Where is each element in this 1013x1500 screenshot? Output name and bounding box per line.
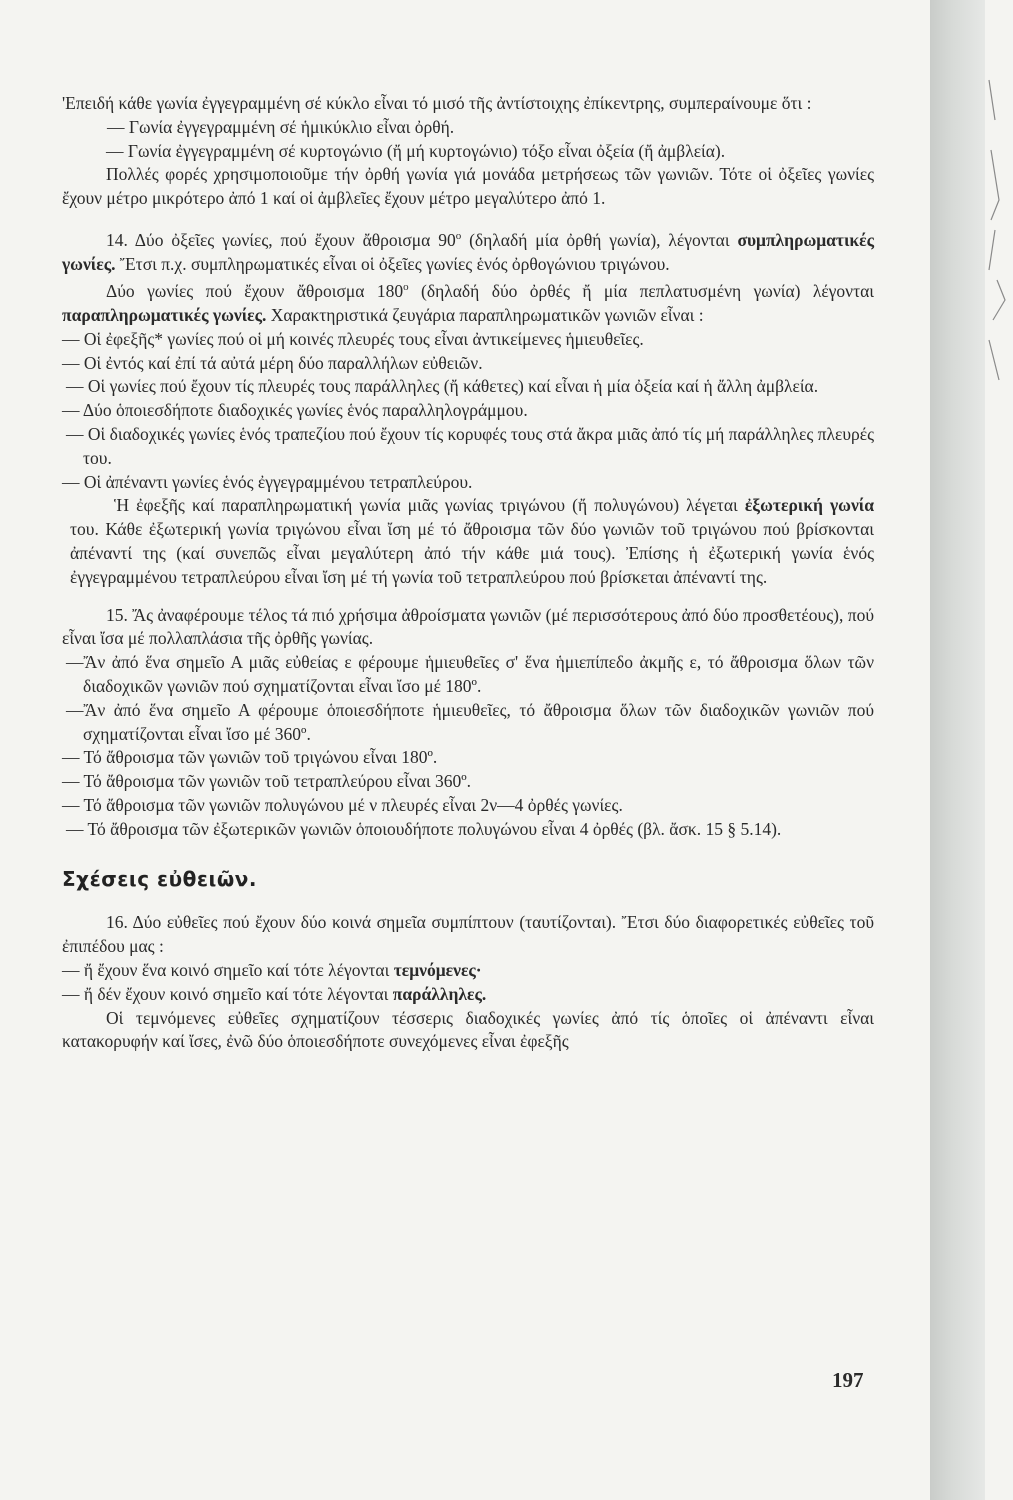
term-supplementary: παραπληρωματικές γωνίες. [62, 305, 267, 326]
list-item: — Τό ἄθροισμα τῶν ἐξωτερικῶν γωνιῶν ὁποιουδήποτε πολυγώνου εἶναι 4 ὀρθές (βλ. ἄσκ. 15 § 5.14). [66, 818, 782, 839]
measure-paragraph: Πολλές φορές χρησιμοποιοῦμε τήν ὀρθή γωνία γιά μονάδα μετρήσεως τῶν γωνιῶν. Τότε οἱ ὀξεῖες γωνίες ἔχουν μέτρο μικρότερο ἀπό 1 καί οἱ ἀμβλεῖες ἔχουν μέτρο μεγαλύτερο ἀπό 1. [62, 164, 874, 209]
page-body [62, 92, 874, 1054]
last-paragraph: Οἱ τεμνόμενες εὐθεῖες σχηματίζουν τέσσερις διαδοχικές γωνίες ἀπό τίς ὁποῖες οἱ ἀπέναντι εἶναι κατακορυφήν καί ἴσες, ἐνῶ δύο ὁποιεσδήποτε συνεχόμενες εἶναι ἐφεξῆς [62, 1007, 874, 1052]
page-edge-strip [930, 0, 985, 1500]
list-item: — ἤ δέν ἔχουν κοινό σημεῖο καί τότε λέγονται παράλληλες. [62, 983, 487, 1004]
list-item: — Τό ἄθροισμα τῶν γωνιῶν πολυγώνου μέ ν πλευρές εἶναι 2ν—4 ὀρθές γωνίες. [62, 794, 623, 815]
term-exterior-angle: ἐξωτερική γωνία [744, 495, 874, 516]
section-16-paragraph: 16. Δύο εὐθεῖες πού ἔχουν δύο κοινά σημεῖα συμπίπτουν (ταυτίζονται). Ἔτσι δύο διαφορετικές εὐθεῖες τοῦ ἐπιπέδου μας : [62, 912, 874, 957]
term-complementary: συμπληρωματικές γωνίες. [62, 229, 874, 274]
term-parallel: παράλληλες. [392, 983, 487, 1004]
list-item: —Ἄν ἀπό ἕνα σημεῖο Α φέρουμε ὁποιεσδήποτε ἡμιευθεῖες, τό ἄθροισμα ὅλων τῶν διαδοχικῶν γωνιῶν πού σχηματίζονται εἶναι ἴσο μέ 360º. [66, 699, 874, 744]
list-item: — Γωνία ἐγγεγραμμένη σέ ἡμικύκλιο εἶναι ὀρθή. [107, 116, 455, 137]
list-item: —Ἄν ἀπό ἕνα σημεῖο Α μιᾶς εὐθείας ε φέρουμε ἡμιευθεῖες σ' ἕνα ἡμιεπίπεδο ἀκμῆς ε, τό ἄθροισμα ὅλων τῶν διαδοχικῶν γωνιῶν πού σχηματίζονται εἶναι ἴσο μέ 180º. [66, 652, 874, 696]
bleed-through-marks [985, 60, 1013, 420]
list-item: — Τό ἄθροισμα τῶν γωνιῶν τοῦ τριγώνου εἶναι 180º. [62, 747, 438, 768]
list-item: — Οἱ ἐφεξῆς* γωνίες πού οἱ μή κοινές πλευρές τους εἶναι ἀντικείμενες ἡμιευθεῖες. [62, 328, 644, 349]
list-item: — Οἱ ἐντός καί ἐπί τά αὐτά μέρη δύο παραλλήλων εὐθειῶν. [62, 352, 483, 373]
list-item: — Οἱ διαδοχικές γωνίες ἑνός τραπεζίου πού ἔχουν τίς κορυφές τους στά ἄκρα μιᾶς ἀπό τίς μή παράλληλες πλευρές του. [66, 424, 874, 468]
list-item: — Οἱ ἀπέναντι γωνίες ἑνός ἐγγεγραμμένου τετραπλεύρου. [62, 471, 473, 492]
list-item: — Οἱ γωνίες πού ἔχουν τίς πλευρές τους παράλληλες (ἤ κάθετες) καί εἶναι ἡ μία ὀξεία καί ἡ ἄλλη ἀμβλεία. [66, 376, 819, 397]
section-14-paragraph: 14. Δύο ὀξεῖες γωνίες, πού ἔχουν ἄθροισμα $90^o$ (δηλαδή μία ὀρθή γωνία), λέγονται συμπληρωματικές γωνίες. Ἔτσι π.χ. συμπληρωματικές εἶναι οἱ ὀξεῖες γωνίες ἑνός ὀρθογώνιου τριγώνου. [62, 229, 874, 274]
term-intersecting: τεμνόμενες· [393, 959, 482, 980]
section-heading: Σχέσεις εὐθειῶν. [62, 866, 257, 891]
exterior-angle-paragraph: Ἡ ἐφεξῆς καί παραπληρωματική γωνία μιᾶς γωνίας τριγώνου (ἤ πολυγώνου) λέγεται ἐξωτερική γωνία του. Κάθε ἐξωτερική γωνία τριγώνου εἶναι ἴση μέ τό ἄθροισμα τῶν δύο γωνιῶν τοῦ τριγώνου πού βρίσκονται ἀπέναντί της (καί συνεπῶς εἶναι μεγαλύτερη ἀπό τήν κάθε μιά τους). Ἐπίσης ἡ ἐξωτερική γωνία ἑνός ἐγγεγραμμένου τετραπλεύρου εἶναι ἴση μέ τή γωνία τοῦ τετραπλεύρου πού βρίσκεται ἀπέναντί της. [70, 495, 874, 587]
supplementary-paragraph: Δύο γωνίες πού ἔχουν ἄθροισμα $180^o$ (δηλαδή δύο ὀρθές ἤ μία πεπλατυσμένη γωνία) λέγονται παραπληρωματικές γωνίες. Χαρακτηριστικά ζευγάρια παραπληρωματικῶν γωνιῶν εἶναι : [62, 281, 874, 326]
list-item: — Δύο ὁποιεσδήποτε διαδοχικές γωνίες ἑνός παραλληλογράμμου. [62, 400, 528, 421]
intro-paragraph: 'Επειδή κάθε γωνία ἐγγεγραμμένη σέ κύκλο εἶναι τό μισό τῆς ἀντίστοιχης ἐπίκεντρης, συμπεραίνουμε ὅτι : [62, 93, 812, 113]
list-item: — ἤ ἔχουν ἕνα κοινό σημεῖο καί τότε λέγονται τεμνόμενες· [62, 959, 482, 980]
section-15-paragraph: 15. Ἄς ἀναφέρουμε τέλος τά πιό χρήσιμα ἀθροίσματα γωνιῶν (μέ περισσότερους ἀπό δύο προσθετέους), πού εἶναι ἴσα μέ πολλαπλάσια τῆς ὀρθῆς γωνίας. [62, 604, 874, 649]
list-item: — Γωνία ἐγγεγραμμένη σέ κυρτογώνιο (ἤ μή κυρτογώνιο) τόξο εἶναι ὀξεία (ἤ ἀμβλεία). [106, 140, 726, 161]
list-item: — Τό ἄθροισμα τῶν γωνιῶν τοῦ τετραπλεύρου εἶναι 360º. [62, 771, 472, 792]
page-number: 197 [832, 1368, 864, 1392]
